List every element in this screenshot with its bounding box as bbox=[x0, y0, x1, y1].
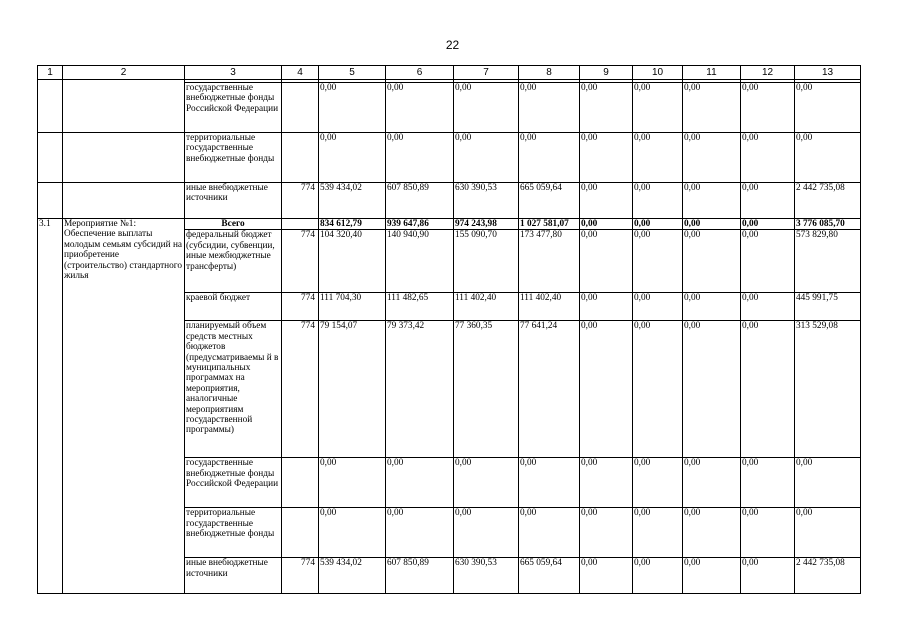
code-cell: 774 bbox=[282, 558, 319, 594]
value-cell: 0,00 bbox=[386, 83, 454, 133]
source-cell: планируемый объем средств местных бюджетов (предусматриваемы й в муниципальных программах на мероприятия, аналогичные мероприятиям государственной программы) bbox=[185, 321, 282, 458]
value-cell: 630 390,53 bbox=[454, 558, 519, 594]
value-cell: 0,00 bbox=[319, 83, 386, 133]
value-cell: 0,00 bbox=[741, 183, 795, 219]
value-cell: 0,00 bbox=[683, 458, 741, 508]
value-cell: 573 829,80 bbox=[795, 230, 861, 293]
value-cell: 0,00 bbox=[454, 133, 519, 183]
code-cell bbox=[282, 133, 319, 183]
value-cell: 0,00 bbox=[683, 293, 741, 321]
code-cell bbox=[282, 508, 319, 558]
value-cell: 313 529,08 bbox=[795, 321, 861, 458]
value-cell: 79 154,07 bbox=[319, 321, 386, 458]
value-cell: 607 850,89 bbox=[386, 558, 454, 594]
value-cell: 3 776 085,70 bbox=[795, 219, 861, 230]
value-cell: 111 704,30 bbox=[319, 293, 386, 321]
value-cell: 0,00 bbox=[454, 83, 519, 133]
value-cell: 0,00 bbox=[580, 83, 633, 133]
value-cell: 0,00 bbox=[580, 133, 633, 183]
value-cell: 0,00 bbox=[386, 133, 454, 183]
value-cell: 0,00 bbox=[741, 458, 795, 508]
code-cell bbox=[282, 458, 319, 508]
value-cell: 0,00 bbox=[454, 508, 519, 558]
value-cell: 111 402,40 bbox=[519, 293, 580, 321]
value-cell: 0,00 bbox=[386, 458, 454, 508]
value-cell: 0,00 bbox=[386, 508, 454, 558]
value-cell: 0,00 bbox=[519, 508, 580, 558]
source-cell: иные внебюджетные источники bbox=[185, 558, 282, 594]
table-row bbox=[38, 219, 861, 230]
value-cell: 834 612,79 bbox=[319, 219, 386, 230]
value-cell: 0,00 bbox=[741, 293, 795, 321]
value-cell: 111 402,40 bbox=[454, 293, 519, 321]
table-row bbox=[38, 83, 861, 133]
value-cell: 0,00 bbox=[683, 219, 741, 230]
source-cell: иные внебюджетные источники bbox=[185, 183, 282, 219]
header-cell: 13 bbox=[795, 66, 861, 80]
source-cell: государственные внебюджетные фонды Российской Федерации bbox=[185, 83, 282, 133]
value-cell: 0,00 bbox=[633, 458, 683, 508]
header-cell: 3 bbox=[185, 66, 282, 80]
value-cell: 1 027 581,07 bbox=[519, 219, 580, 230]
value-cell: 0,00 bbox=[741, 230, 795, 293]
header-cell: 9 bbox=[580, 66, 633, 80]
value-cell: 0,00 bbox=[319, 458, 386, 508]
value-cell: 0,00 bbox=[795, 83, 861, 133]
row-number-cell bbox=[38, 183, 63, 219]
value-cell: 0,00 bbox=[633, 508, 683, 558]
value-cell: 665 059,64 bbox=[519, 558, 580, 594]
event-name-cell bbox=[63, 183, 185, 219]
value-cell: 0,00 bbox=[683, 558, 741, 594]
header-cell: 2 bbox=[63, 66, 185, 80]
source-cell: Всего bbox=[185, 219, 282, 230]
value-cell: 607 850,89 bbox=[386, 183, 454, 219]
value-cell: 0,00 bbox=[683, 183, 741, 219]
value-cell: 0,00 bbox=[580, 458, 633, 508]
value-cell: 974 243,98 bbox=[454, 219, 519, 230]
source-cell: территориальные государственные внебюджетные фонды bbox=[185, 508, 282, 558]
value-cell: 0,00 bbox=[580, 508, 633, 558]
value-cell: 665 059,64 bbox=[519, 183, 580, 219]
code-cell: 774 bbox=[282, 183, 319, 219]
value-cell: 77 360,35 bbox=[454, 321, 519, 458]
event-name-cell bbox=[63, 83, 185, 133]
value-cell: 0,00 bbox=[795, 508, 861, 558]
event-name-cell bbox=[63, 133, 185, 183]
table-row bbox=[38, 133, 861, 183]
header-cell: 11 bbox=[683, 66, 741, 80]
value-cell: 0,00 bbox=[633, 183, 683, 219]
value-cell: 0,00 bbox=[795, 458, 861, 508]
table-row bbox=[38, 183, 861, 219]
value-cell: 0,00 bbox=[795, 133, 861, 183]
value-cell: 2 442 735,08 bbox=[795, 183, 861, 219]
source-cell: территориальные государственные внебюджетные фонды bbox=[185, 133, 282, 183]
header-cell: 4 bbox=[282, 66, 319, 80]
value-cell: 140 940,90 bbox=[386, 230, 454, 293]
source-cell: государственные внебюджетные фонды Российской Федерации bbox=[185, 458, 282, 508]
value-cell: 0,00 bbox=[741, 558, 795, 594]
code-cell bbox=[282, 83, 319, 133]
value-cell: 0,00 bbox=[683, 83, 741, 133]
header-cell: 6 bbox=[386, 66, 454, 80]
header-cell: 5 bbox=[319, 66, 386, 80]
header-cell: 12 bbox=[741, 66, 795, 80]
source-cell: краевой бюджет bbox=[185, 293, 282, 321]
budget-table bbox=[37, 65, 861, 594]
value-cell: 173 477,80 bbox=[519, 230, 580, 293]
value-cell: 0,00 bbox=[580, 183, 633, 219]
value-cell: 539 434,02 bbox=[319, 558, 386, 594]
value-cell: 0,00 bbox=[519, 133, 580, 183]
value-cell: 0,00 bbox=[741, 133, 795, 183]
code-cell bbox=[282, 219, 319, 230]
value-cell: 0,00 bbox=[633, 293, 683, 321]
value-cell: 0,00 bbox=[741, 508, 795, 558]
value-cell: 0,00 bbox=[519, 83, 580, 133]
value-cell: 0,00 bbox=[580, 321, 633, 458]
page-number: 22 bbox=[445, 38, 460, 52]
value-cell: 104 320,40 bbox=[319, 230, 386, 293]
value-cell: 0,00 bbox=[454, 458, 519, 508]
source-cell: федеральный бюджет (субсидии, субвенции, иные межбюджетные трансферты) bbox=[185, 230, 282, 293]
value-cell: 539 434,02 bbox=[319, 183, 386, 219]
value-cell: 0,00 bbox=[683, 230, 741, 293]
value-cell: 2 442 735,08 bbox=[795, 558, 861, 594]
code-cell: 774 bbox=[282, 293, 319, 321]
value-cell: 0,00 bbox=[633, 133, 683, 183]
value-cell: 445 991,75 bbox=[795, 293, 861, 321]
value-cell: 0,00 bbox=[633, 219, 683, 230]
value-cell: 0,00 bbox=[633, 558, 683, 594]
row-number-cell bbox=[38, 83, 63, 133]
header-cell: 8 bbox=[519, 66, 580, 80]
row-number-cell bbox=[38, 133, 63, 183]
value-cell: 0,00 bbox=[633, 230, 683, 293]
code-cell: 774 bbox=[282, 321, 319, 458]
value-cell: 111 482,65 bbox=[386, 293, 454, 321]
value-cell: 0,00 bbox=[683, 321, 741, 458]
header-cell: 7 bbox=[454, 66, 519, 80]
value-cell: 0,00 bbox=[580, 230, 633, 293]
value-cell: 0,00 bbox=[319, 508, 386, 558]
header-cell: 1 bbox=[38, 66, 63, 80]
value-cell: 630 390,53 bbox=[454, 183, 519, 219]
value-cell: 0,00 bbox=[580, 558, 633, 594]
code-cell: 774 bbox=[282, 230, 319, 293]
value-cell: 0,00 bbox=[580, 293, 633, 321]
value-cell: 0,00 bbox=[683, 133, 741, 183]
value-cell: 0,00 bbox=[633, 83, 683, 133]
value-cell: 0,00 bbox=[741, 219, 795, 230]
value-cell: 939 647,86 bbox=[386, 219, 454, 230]
header-cell: 10 bbox=[633, 66, 683, 80]
value-cell: 155 090,70 bbox=[454, 230, 519, 293]
value-cell: 0,00 bbox=[741, 321, 795, 458]
value-cell: 0,00 bbox=[683, 508, 741, 558]
value-cell: 0,00 bbox=[519, 458, 580, 508]
event-name-cell: Мероприятие №1: Обеспечение выплаты молодым семьям субсидий на приобретение (строительство) стандартного жилья bbox=[63, 219, 185, 594]
event-number-cell: 3.1 bbox=[38, 219, 63, 594]
value-cell: 0,00 bbox=[633, 321, 683, 458]
header-row bbox=[38, 66, 861, 80]
value-cell: 0,00 bbox=[319, 133, 386, 183]
value-cell: 0,00 bbox=[580, 219, 633, 230]
value-cell: 79 373,42 bbox=[386, 321, 454, 458]
value-cell: 77 641,24 bbox=[519, 321, 580, 458]
value-cell: 0,00 bbox=[741, 83, 795, 133]
